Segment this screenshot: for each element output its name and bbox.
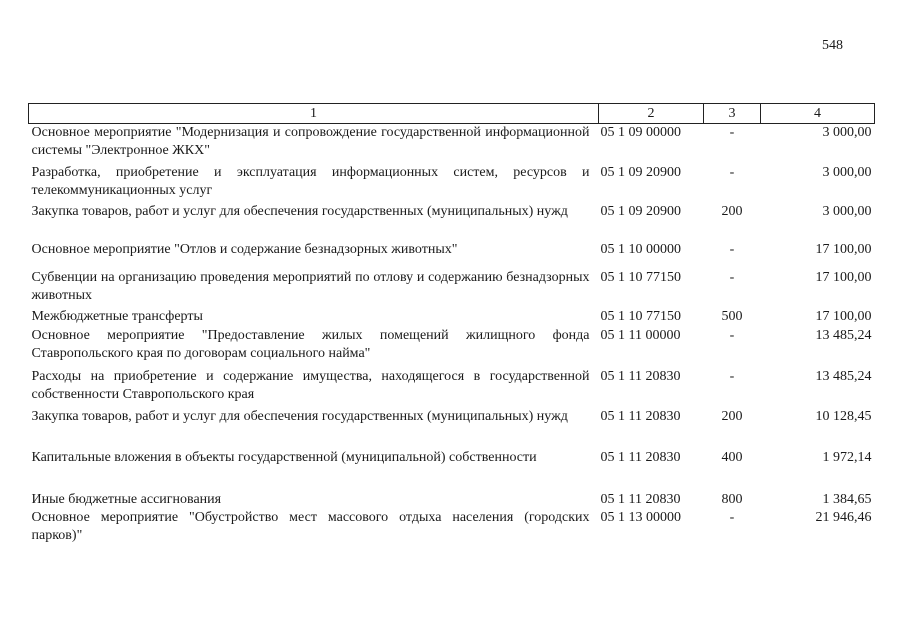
table-row [29, 164, 875, 203]
row-name: Основное мероприятие "Предоставление жилых помещений жилищного фонда Ставропольского края по договорам социального найма" [31, 328, 590, 361]
table-row [29, 308, 875, 327]
column-header-name: 1 [29, 104, 599, 124]
table-row [29, 269, 875, 308]
row-code: 05 1 10 77150 [600, 309, 681, 324]
row-amount: 21 946,46 [815, 510, 872, 525]
column-header-type: 3 [704, 104, 761, 124]
table-row [29, 241, 875, 269]
row-amount: 1 384,65 [822, 492, 872, 507]
row-amount: 3 000,00 [822, 204, 872, 219]
column-header-amount: 4 [761, 104, 875, 124]
row-name: Основное мероприятие "Отлов и содержание безнадзорных животных" [31, 242, 458, 257]
row-amount: 17 100,00 [815, 242, 872, 257]
row-amount: 13 485,24 [815, 328, 872, 343]
row-type: 800 [721, 492, 743, 507]
row-code: 05 1 11 00000 [600, 328, 681, 343]
row-type: 400 [721, 450, 743, 465]
table-body [29, 124, 875, 548]
column-header-code: 2 [599, 104, 704, 124]
table-row [29, 203, 875, 241]
row-code: 05 1 10 00000 [600, 242, 681, 257]
row-amount: 10 128,45 [815, 409, 872, 424]
table-row [29, 491, 875, 509]
row-name: Иные бюджетные ассигнования [31, 492, 222, 507]
row-name: Основное мероприятие "Модернизация и сопровождение государственной информационной системы "Электронное ЖКХ" [31, 125, 590, 158]
table-row [29, 327, 875, 368]
row-name: Закупка товаров, работ и услуг для обеспечения государственных (муниципальных) нужд [31, 204, 568, 219]
page-number: 548 [822, 38, 843, 53]
row-code: 05 1 11 20830 [600, 409, 681, 424]
row-type: 500 [721, 309, 743, 324]
row-amount: 3 000,00 [822, 125, 872, 140]
table-header [29, 104, 875, 124]
row-type: 200 [721, 409, 743, 424]
row-type: - [729, 270, 735, 285]
row-code: 05 1 11 20830 [600, 369, 681, 384]
row-code: 05 1 09 00000 [600, 125, 681, 140]
row-amount: 13 485,24 [815, 369, 872, 384]
row-code: 05 1 11 20830 [600, 450, 681, 465]
row-code: 05 1 10 77150 [600, 270, 681, 285]
row-name: Межбюджетные трансферты [31, 309, 203, 324]
table-row [29, 124, 875, 165]
row-type: - [729, 328, 735, 343]
row-name: Расходы на приобретение и содержание имущества, находящегося в государственной собственности Ставропольского края [31, 369, 590, 402]
row-code: 05 1 11 20830 [600, 492, 681, 507]
row-code: 05 1 09 20900 [600, 204, 681, 219]
row-code: 05 1 09 20900 [600, 165, 681, 180]
table-row [29, 509, 875, 547]
table-row [29, 408, 875, 449]
row-amount: 17 100,00 [815, 270, 872, 285]
table-row [29, 368, 875, 408]
budget-table [28, 103, 875, 547]
row-code: 05 1 13 00000 [600, 510, 681, 525]
header-row [29, 104, 875, 124]
row-type: 200 [721, 204, 743, 219]
row-amount: 1 972,14 [822, 450, 872, 465]
row-name: Закупка товаров, работ и услуг для обеспечения государственных (муниципальных) нужд [31, 409, 568, 424]
table-row [29, 449, 875, 491]
row-type: - [729, 510, 735, 525]
row-type: - [729, 242, 735, 257]
row-name: Основное мероприятие "Обустройство мест массового отдыха населения (городских парков)" [31, 510, 590, 543]
row-name: Капитальные вложения в объекты государственной (муниципальной) собственности [31, 450, 537, 465]
row-name: Субвенции на организацию проведения мероприятий по отлову и содержанию безнадзорных животных [31, 270, 590, 303]
row-amount: 17 100,00 [815, 309, 872, 324]
row-type: - [729, 369, 735, 384]
row-name: Разработка, приобретение и эксплуатация информационных систем, ресурсов и телекоммуникационных услуг [31, 165, 590, 198]
row-amount: 3 000,00 [822, 165, 872, 180]
row-type: - [729, 165, 735, 180]
row-type: - [729, 125, 735, 140]
